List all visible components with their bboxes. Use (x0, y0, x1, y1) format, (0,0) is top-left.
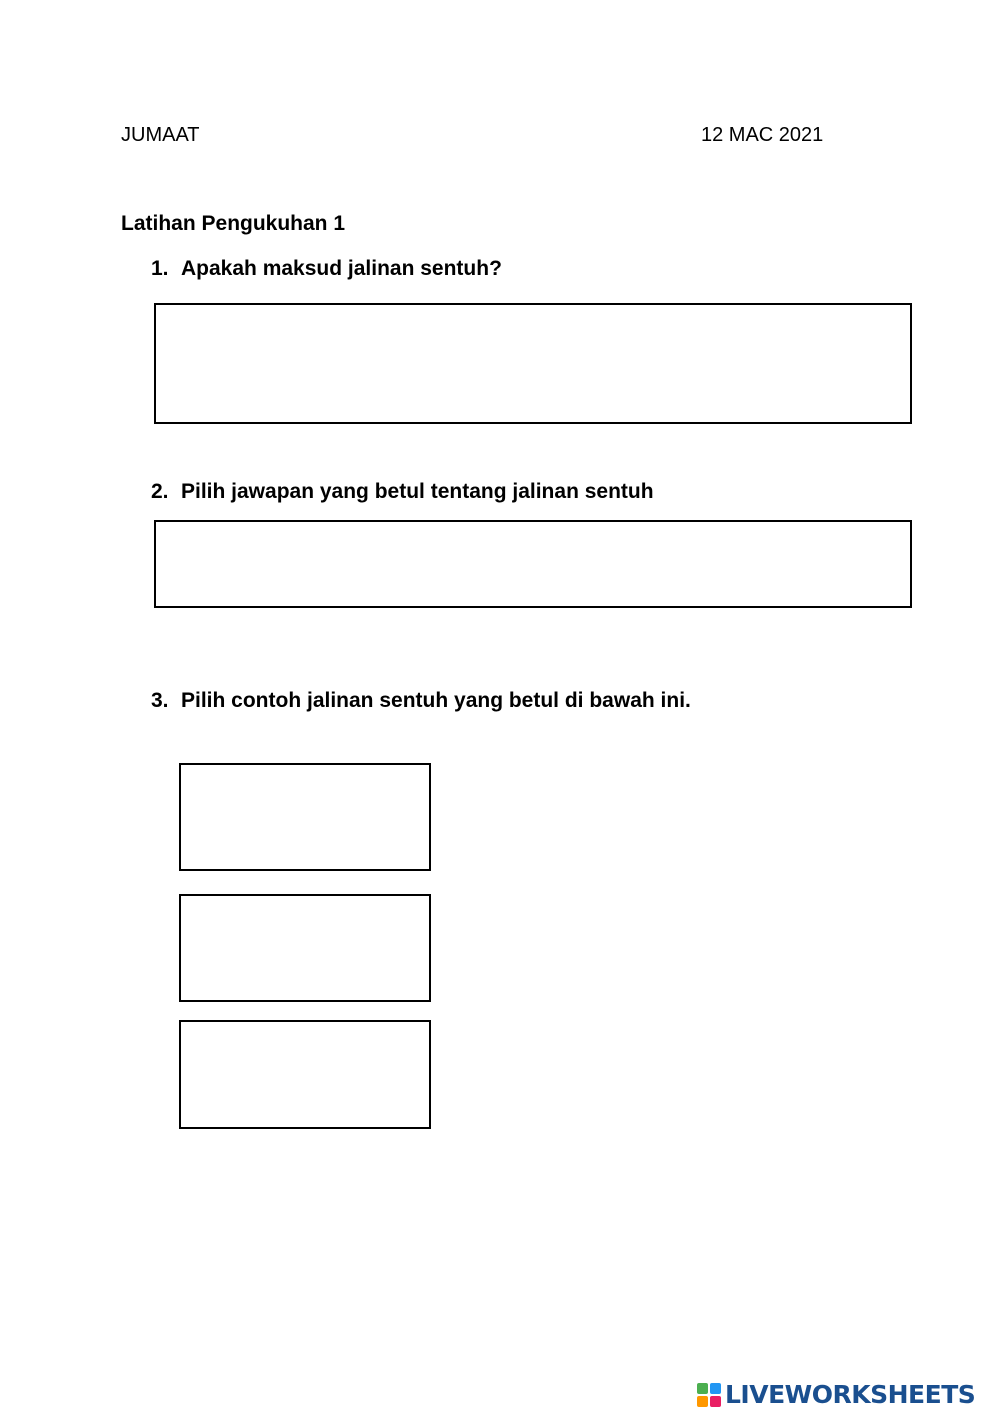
choice-box-2[interactable] (179, 894, 431, 1002)
header-day: JUMAAT (121, 124, 200, 146)
question-3-text: Pilih contoh jalinan sentuh yang betul di bawah ini. (181, 689, 691, 712)
answer-box-2[interactable] (154, 520, 912, 608)
question-3-number: 3. (151, 689, 169, 712)
logo-mark-cell (710, 1383, 721, 1394)
choice-box-3[interactable] (179, 1020, 431, 1129)
question-3 (151, 688, 691, 714)
header-date: 12 MAC 2021 (701, 124, 824, 146)
liveworksheets-wordmark: LIVEWORKSHEETS (725, 1380, 976, 1409)
answer-box-1[interactable] (154, 303, 912, 424)
logo-mark-cell (697, 1396, 708, 1407)
logo-mark-cell (697, 1383, 708, 1394)
worksheet-title: Latihan Pengukuhan 1 (121, 212, 346, 235)
question-1-text: Apakah maksud jalinan sentuh? (181, 257, 502, 280)
question-2-text: Pilih jawapan yang betul tentang jalinan sentuh (181, 480, 654, 503)
question-2-number: 2. (151, 480, 169, 503)
question-1-number: 1. (151, 257, 169, 280)
choice-box-1[interactable] (179, 763, 431, 871)
logo-mark-cell (710, 1396, 721, 1407)
question-2 (151, 479, 654, 505)
question-1 (151, 256, 502, 282)
liveworksheets-logo (697, 1375, 975, 1415)
liveworksheets-mark-icon (697, 1383, 721, 1407)
